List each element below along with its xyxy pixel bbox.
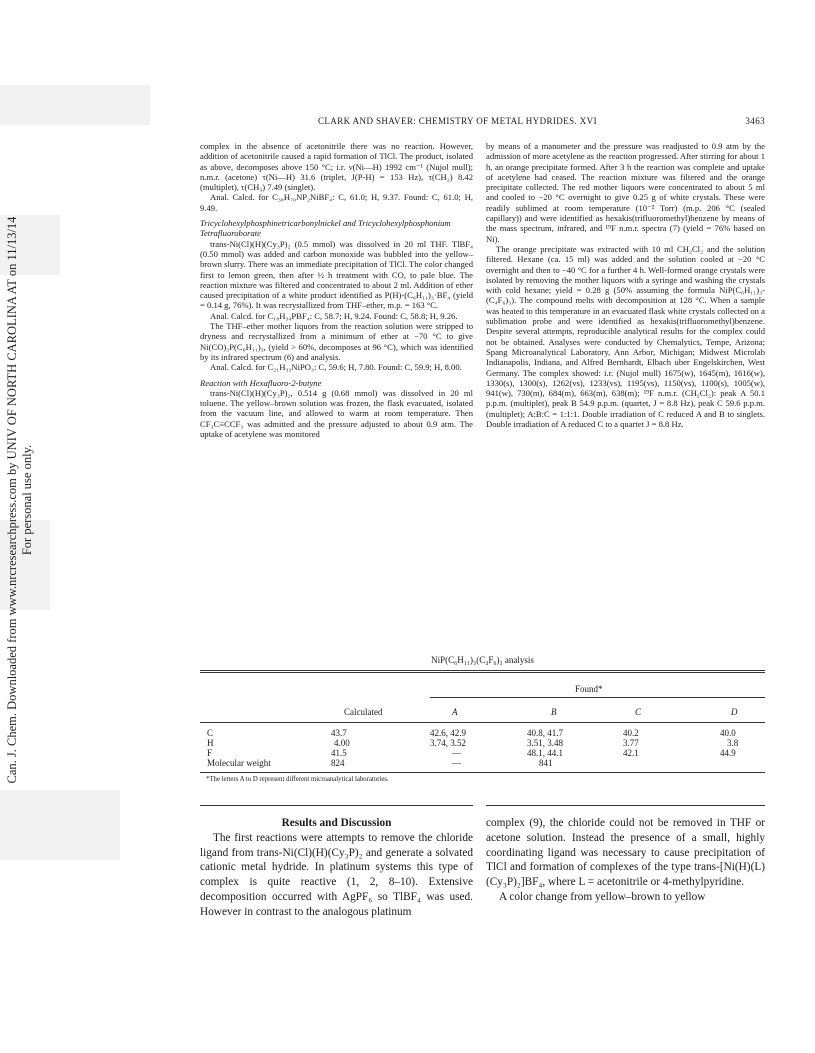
row-label: Molecular weight: [207, 758, 271, 768]
right-column: [486, 141, 765, 429]
table-cell: 43.7: [331, 728, 347, 738]
column-header: Calculated: [344, 707, 383, 717]
table-cell: 40.2: [623, 728, 639, 738]
table-caption: NiP(C₆H₁₁)₃(C₄F₆)₃ analysis: [431, 655, 534, 665]
page-number: 3463: [745, 116, 765, 126]
table-cell: 42.1: [623, 748, 639, 758]
table-cell: 841: [539, 758, 553, 768]
row-label: H: [207, 738, 214, 748]
table-footnote: *The letters A to D represent different microanalytical laboratories.: [206, 776, 389, 783]
table-cell: 3.74, 3.52: [430, 738, 466, 748]
table-cell: 40.0: [720, 728, 736, 738]
table-bottom-rule: [200, 772, 765, 773]
running-title: CLARK AND SHAVER: CHEMISTRY OF METAL HYDRIDES. XVI: [318, 116, 597, 126]
section-heading: Reaction with Hexafluoro-2-butyne: [200, 377, 322, 388]
results-right-column: [486, 816, 765, 905]
table-cell: 3.8: [727, 738, 739, 748]
table-cell: 3.51, 3.48: [527, 738, 563, 748]
found-header: Found*: [575, 684, 603, 694]
table-cell: —: [452, 758, 461, 768]
section-heading: Tricyclohexylphosphinetricarbonylnickel and Tricyclohexylphosphonium Tetrafluoroborate: [200, 218, 451, 239]
section-rule: [486, 805, 765, 806]
column-header: B: [551, 707, 557, 717]
table-cell: 3.77: [623, 738, 639, 748]
results-heading: Results and Discussion: [281, 817, 392, 829]
results-left-column: [200, 816, 473, 920]
watermark-line-2: For personal use only.: [20, 444, 34, 556]
table-top-rule-2: [200, 672, 765, 673]
paragraph: trans-Ni(Cl)(H)(Cy₃P)₂ (0.5 mmol) was dissolved in 20 ml THF. TlBF₄ (0.50 mmol) was added and carbon monoxide was bubbled into the yellow–brown slurry. There was an immediate precipitation of TlCl. The color changed first to lemon green, then after ½ h treatment with CO, to pale blue. The reaction mixture was filtered and concentrated to about 2 ml. Addition of ether caused precipitation of a white product identified as P(H)-(C₆H₁₁)₃·BF₄ (yield = 0.14 g, 76%). It was recrystallized from THF–ether, m.p. = 163 °C.: [200, 238, 473, 311]
analysis-paragraph: Anal. Calcd. for C₂₁H₃₃NiPO₃: C, 59.6; H, 7.80. Found: C, 59.9; H, 8.00.: [210, 362, 462, 373]
table-cell: 44.9: [720, 748, 736, 758]
paragraph: The first reactions were attempts to remove the chloride ligand from trans-Ni(Cl)(H)(Cy₃P)₂ and generate a solvated cationic metal hydride. In platinum systems this type of complex is quite reactive (1, 2, 8–10). Extensive decomposition occurred with AgPF₆ so TlBF₄ was used. However in contrast to the analogous platinum: [200, 831, 473, 918]
download-watermark: [5, 20, 45, 980]
paragraph: The orange precipitate was extracted with 10 ml CH₂Cl₂ and the solution filtered. Hexane (ca. 15 ml) was added and the solution cooled at −20 °C overnight and then to −40 °C for a further 4 h. Well-formed orange crystals were isolated by removing the mother liquors with a syringe and washing the crystals with cold hexane; yield = 0.28 g (50% assuming the formula NiP(C₆H₁₁)₃-(C₄F₆)₃). The compound melts with decomposition at 128 °C. When a sample was heated to this temperature in an evacuated flask white crystals collected on a sublimation probe and were identified as hexakis(trifluoromethyl)benzene. Despite several attempts, reproducible analytical results for the complex could not be obtained. Analyses were conducted by Chemalytics, Tempe, Arizona; Spang Microanalytical Laboratory, Ann Arbor, Michigan; Midwest Microlab Indianapolis, Indiana, and Alfred Bernhardt, Elbach uber Engelskirchen, West Germany. The complex showed: i.r. (Nujol mull) 1675(w), 1645(m), 1616(w), 1330(s), 1300(s), 1262(vs), 1233(vs), 1195(vs), 1150(vs), 1100(s), 1005(w), 941(w), 730(m), 684(m), 663(m), 638(m); ¹⁹F n.m.r. (CH₂Cl₂): peak A 50.1 p.p.m. (multiplet), peak B 54.9 p.p.m. (quartet, J = 8.8 Hz), peak C 59.6 p.p.m. (multiplet); A:B:C = 1:1:1. Double irradiation of C reduced A and B to singlets. Double irradiation of A reduced C to a quartet J = 8.8 Hz.: [486, 243, 765, 430]
column-header: A: [452, 707, 458, 717]
analysis-paragraph: Anal. Calcd. for C₃₈H₇₀NP₂NiBF₄: C, 61.0; H, 9.37. Found: C, 61.0; H, 9.49.: [200, 192, 473, 213]
watermark-line-1: Can. J. Chem. Downloaded from www.nrcresearchpress.com by UNIV OF NORTH CAROLINA AT on 11/13/14: [5, 216, 19, 784]
paragraph: by means of a manometer and the pressure was readjusted to 0.9 atm by the admission of more acetylene as the reaction progressed. After stirring for about 1 h, an orange precipitate formed. After 3 h the reaction was complete and uptake of acetylene had ceased. The reaction mixture was filtered and the orange precipitate collected. The red mother liquors were concentrated to about 5 ml and cooled to −20 °C overnight to give 0.25 g of white crystals. These were readily sublimed at room temperature (10⁻² Torr) (m.p. 206 °C (sealed capillary)) and were identified as hexakis(trifluoromethyl)benzene by means of the mass spectrum, infrared, and ¹⁹F n.m.r. spectra (7) (yield = 76% based on Ni).: [486, 141, 765, 244]
column-header: D: [731, 707, 738, 717]
row-label: F: [207, 748, 213, 758]
row-label: C: [207, 728, 214, 738]
table-cell: 40.8, 41.7: [527, 728, 563, 738]
column-header: C: [635, 707, 642, 717]
table-top-rule: [200, 670, 765, 671]
table-cell: 4.00: [334, 738, 350, 748]
table-cell: 48.1, 44.1: [527, 748, 563, 758]
paragraph: The THF–ether mother liquors from the reaction solution were stripped to dryness and recrystallized from a minimum of ether at −70 °C to give Ni(CO)₃P(C₆H₁₁)₃, (yield > 60%, decomposes at 96 °C), which was identified by its infrared spectrum (6) and analysis.: [200, 321, 473, 362]
analysis-paragraph: Anal. Calcd. for C₁₈H₃₄PBF₄: C, 58.7; H, 9.24. Found: C, 58.8; H, 9.26.: [210, 310, 458, 321]
table-cell: 824: [331, 758, 345, 768]
left-column: [200, 141, 473, 439]
table-cell: 41.5: [331, 748, 347, 758]
table-header-rule: [200, 722, 765, 723]
paragraph: complex in the absence of acetonitrile there was no reaction. However, addition of acetonitrile caused a rapid formation of TlCl. The product, isolated as above, decomposes above 150 °C; i.r. ν(Ni—H) 1992 cm⁻¹ (Nujol mull); n.m.r. (acetone) τ(Ni—H) 31.6 (triplet, J(P-H) = 153 Hz), τ(CH₂) 8.42 (multiplet), τ(CH₃) 7.49 (singlet).: [200, 141, 473, 193]
table-cell: —: [452, 748, 461, 758]
paragraph: trans-Ni(Cl)(H)(Cy₃P)₂, 0.514 g (0.68 mmol) was dissolved in 20 ml toluene. The yellow–brown solution was frozen, the flask evacuated, isolated from the vacuum line, and allowed to warm at room temperature. Then CF₃C≡CCF₃ was admitted and the pressure adjusted to about 0.9 atm. The uptake of acetylene was monitored: [200, 387, 473, 440]
section-rule: [200, 805, 473, 806]
paragraph: A color change from yellow–brown to yellow: [499, 890, 706, 903]
table-cell: 42.6, 42.9: [430, 728, 466, 738]
paragraph: complex (9), the chloride could not be removed in THF or acetone solution. Instead the presence of a small, highly coordinating ligand was necessary to cause precipitation of TlCl and formation of complexes of the type trans-[Ni(H)(L)(Cy₃P)₂]BF₄, where L = acetonitrile or 4-methylpyridine.: [486, 817, 765, 889]
found-rule: [430, 697, 765, 698]
